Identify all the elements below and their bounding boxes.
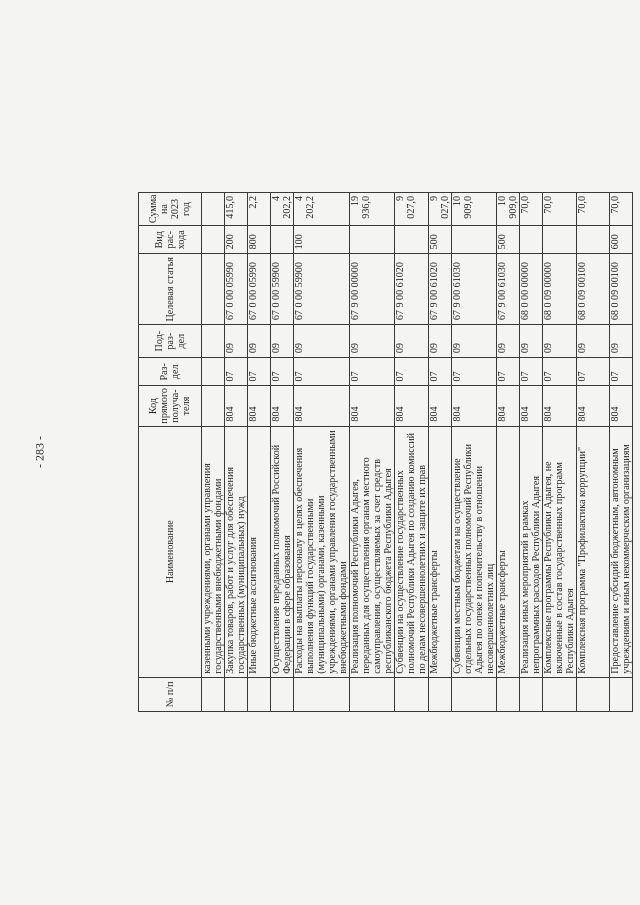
cell-summa: 19 936,0: [350, 193, 395, 226]
cell-vid: [395, 226, 429, 254]
cell-razdel: 07: [520, 358, 543, 386]
cell-name: Межбюджетные трансферты: [497, 426, 520, 677]
cell-podrazdel: 09: [248, 325, 271, 358]
header-name: Наименование: [139, 426, 202, 677]
cell-kod: 804: [520, 386, 543, 426]
cell-summa: 10 909,0: [452, 193, 497, 226]
cell-razdel: 07: [543, 358, 577, 386]
cell-name: казенными учреждениями, органами управления государственными внебюджетными фондами: [202, 426, 225, 677]
cell-razdel: 07: [577, 358, 610, 386]
cell-np: [452, 677, 497, 711]
cell-np: [543, 677, 577, 711]
cell-summa: 70,0: [577, 193, 610, 226]
page-number: - 283 -: [32, 436, 47, 468]
table-row: [452, 193, 497, 712]
cell-podrazdel: 09: [225, 325, 248, 358]
cell-kod: 804: [294, 386, 350, 426]
cell-razdel: 07: [248, 358, 271, 386]
cell-summa: 4 202,2: [294, 193, 350, 226]
cell-kod: 804: [271, 386, 294, 426]
cell-kod: 804: [248, 386, 271, 426]
table-row: [350, 193, 395, 712]
table-row: [520, 193, 543, 712]
cell-celevaya: 68 0 09 00100: [610, 254, 633, 325]
cell-podrazdel: [202, 325, 225, 358]
cell-summa: 10 909,0: [497, 193, 520, 226]
header-razdel: Раз-дел: [139, 358, 202, 386]
cell-summa: 4 202,2: [271, 193, 294, 226]
table-row: [225, 193, 248, 712]
cell-razdel: 07: [395, 358, 429, 386]
header-kod: Код прямого получа-теля: [139, 386, 202, 426]
cell-name: Реализация иных мероприятий в рамках непрограммных расходов Республики Адыгея: [520, 426, 543, 677]
cell-podrazdel: 09: [271, 325, 294, 358]
cell-celevaya: 67 9 00 61020: [395, 254, 429, 325]
budget-table: [138, 192, 633, 712]
cell-np: [610, 677, 633, 711]
cell-kod: 804: [497, 386, 520, 426]
cell-name: Расходы на выплаты персоналу в целях обеспечения выполнения функций государственными (муниципальными) органами, казенными учреждениями, органами управления государственными внебюджетными фондами: [294, 426, 350, 677]
cell-celevaya: [202, 254, 225, 325]
cell-kod: 804: [543, 386, 577, 426]
table-row: [429, 193, 452, 712]
cell-name: Закупка товаров, работ и услуг для обеспечения государственных (муниципальных) нужд: [225, 426, 248, 677]
table-row: [202, 193, 225, 712]
header-summa: Сумма на 2023 год: [139, 193, 202, 226]
cell-summa: 70,0: [520, 193, 543, 226]
cell-np: [395, 677, 429, 711]
cell-vid: [350, 226, 395, 254]
cell-razdel: 07: [610, 358, 633, 386]
cell-kod: 804: [610, 386, 633, 426]
table-row: [294, 193, 350, 712]
table-body: [202, 193, 633, 712]
table-row: [271, 193, 294, 712]
cell-np: [248, 677, 271, 711]
cell-np: [497, 677, 520, 711]
table-row: [577, 193, 610, 712]
cell-kod: 804: [350, 386, 395, 426]
cell-celevaya: 67 0 00 59900: [294, 254, 350, 325]
cell-vid: 500: [429, 226, 452, 254]
cell-podrazdel: 09: [429, 325, 452, 358]
cell-kod: [202, 386, 225, 426]
cell-kod: 804: [429, 386, 452, 426]
table-row: [543, 193, 577, 712]
cell-summa: 2,2: [248, 193, 271, 226]
rotated-page-content: [138, 192, 632, 712]
cell-np: [520, 677, 543, 711]
cell-kod: 804: [577, 386, 610, 426]
cell-razdel: 07: [225, 358, 248, 386]
cell-vid: [271, 226, 294, 254]
cell-celevaya: 67 9 00 61030: [452, 254, 497, 325]
cell-vid: 100: [294, 226, 350, 254]
cell-vid: [202, 226, 225, 254]
cell-celevaya: 67 0 00 05990: [225, 254, 248, 325]
cell-razdel: [202, 358, 225, 386]
table-row: [395, 193, 429, 712]
cell-name: Реализация полномочий Республики Адыгея, переданных для осуществления органам местного самоуправления, осуществляемых за счет средств республиканского бюджета Республики Адыгея: [350, 426, 395, 677]
cell-podrazdel: 09: [452, 325, 497, 358]
cell-celevaya: 68 0 00 00000: [520, 254, 543, 325]
cell-razdel: 07: [350, 358, 395, 386]
cell-np: [577, 677, 610, 711]
cell-name: Осуществление переданных полномочий Российской Федерации в сфере образования: [271, 426, 294, 677]
cell-name: Иные бюджетные ассигнования: [248, 426, 271, 677]
cell-name: Межбюджетные трансферты: [429, 426, 452, 677]
cell-name: Субвенции местным бюджетам на осуществление отдельных государственных полномочий Республики Адыгея по опеке и попечительству в отношении несовершеннолетних лиц: [452, 426, 497, 677]
table-row: [497, 193, 520, 712]
cell-podrazdel: 09: [497, 325, 520, 358]
cell-summa: 9 027,0: [395, 193, 429, 226]
cell-celevaya: 67 0 00 59900: [271, 254, 294, 325]
cell-podrazdel: 09: [543, 325, 577, 358]
cell-np: [350, 677, 395, 711]
cell-vid: [577, 226, 610, 254]
cell-celevaya: 68 0 09 00100: [577, 254, 610, 325]
cell-podrazdel: 09: [577, 325, 610, 358]
header-celevaya: Целевая статья: [139, 254, 202, 325]
cell-podrazdel: 09: [610, 325, 633, 358]
cell-np: [294, 677, 350, 711]
cell-celevaya: 67 9 00 00000: [350, 254, 395, 325]
table-header-row: [139, 193, 202, 712]
cell-celevaya: 67 9 00 61030: [497, 254, 520, 325]
cell-celevaya: 67 9 00 61020: [429, 254, 452, 325]
cell-np: [202, 677, 225, 711]
cell-summa: [202, 193, 225, 226]
cell-kod: 804: [225, 386, 248, 426]
cell-razdel: 07: [497, 358, 520, 386]
cell-np: [429, 677, 452, 711]
cell-vid: 500: [497, 226, 520, 254]
header-podrazdel: Под-раз-дел: [139, 325, 202, 358]
cell-summa: 70,0: [543, 193, 577, 226]
cell-razdel: 07: [271, 358, 294, 386]
cell-vid: 800: [248, 226, 271, 254]
table-row: [248, 193, 271, 712]
cell-vid: [452, 226, 497, 254]
header-np: № п/п: [139, 677, 202, 711]
cell-vid: [520, 226, 543, 254]
cell-razdel: 07: [429, 358, 452, 386]
cell-podrazdel: 09: [395, 325, 429, 358]
cell-name: Предоставление субсидий бюджетным, автономным учреждениям и иным некоммерческим организациям: [610, 426, 633, 677]
cell-summa: 415,0: [225, 193, 248, 226]
cell-podrazdel: 09: [520, 325, 543, 358]
cell-np: [225, 677, 248, 711]
cell-razdel: 07: [294, 358, 350, 386]
header-vid: Вид рас-хода: [139, 226, 202, 254]
cell-name: Субвенции на осуществление государственных полномочий Республики Адыгея по созданию комиссий по делам несовершеннолетних и защите их прав: [395, 426, 429, 677]
cell-celevaya: 67 0 00 05990: [248, 254, 271, 325]
cell-kod: 804: [452, 386, 497, 426]
cell-podrazdel: 09: [294, 325, 350, 358]
cell-podrazdel: 09: [350, 325, 395, 358]
cell-vid: [543, 226, 577, 254]
cell-np: [271, 677, 294, 711]
cell-razdel: 07: [452, 358, 497, 386]
cell-vid: 600: [610, 226, 633, 254]
cell-kod: 804: [395, 386, 429, 426]
cell-celevaya: 68 0 09 00000: [543, 254, 577, 325]
cell-summa: 9 027,0: [429, 193, 452, 226]
cell-name: Комплексные программы Республики Адыгея, не включенные в состав государственных программ Республики Адыгея: [543, 426, 577, 677]
cell-name: Комплексная программа "Профилактика коррупции": [577, 426, 610, 677]
cell-summa: 70,0: [610, 193, 633, 226]
cell-vid: 200: [225, 226, 248, 254]
table-row: [610, 193, 633, 712]
